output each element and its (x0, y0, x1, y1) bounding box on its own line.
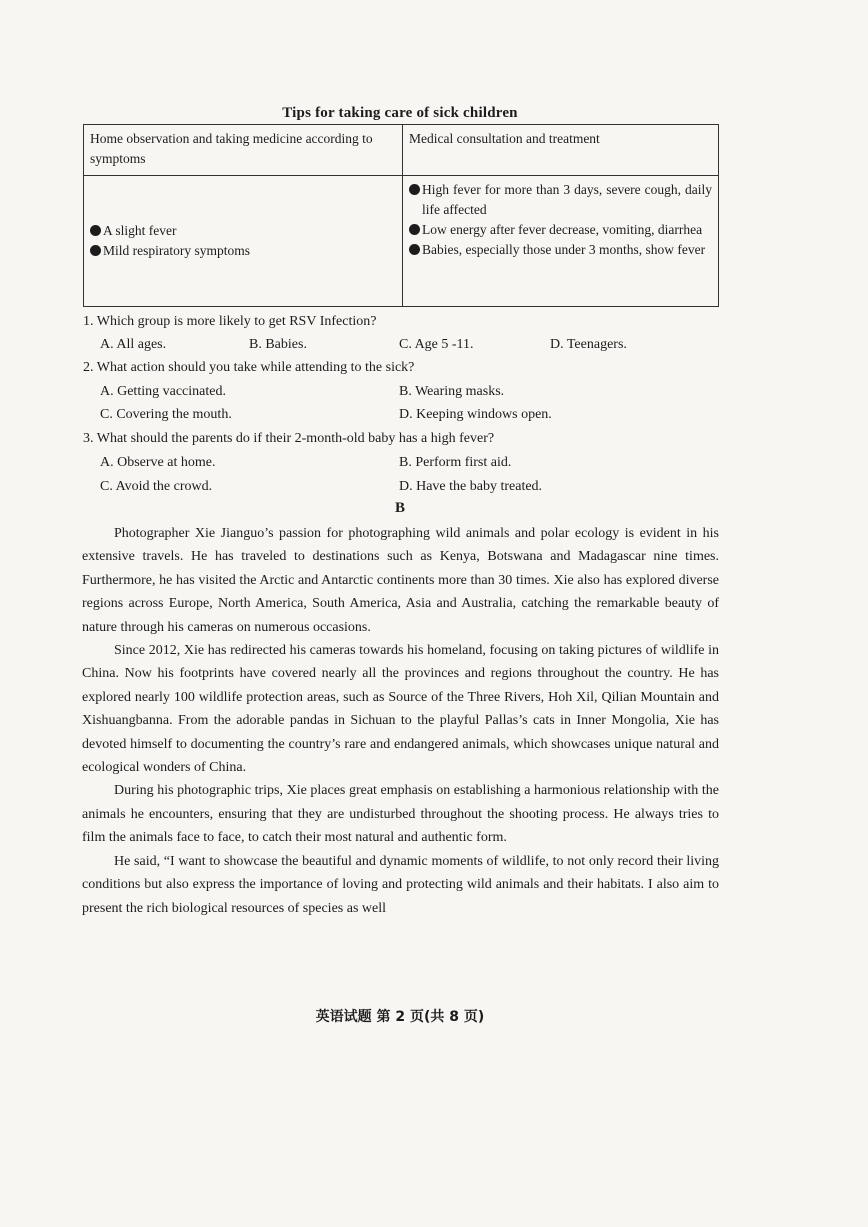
list-item: High fever for more than 3 days, severe cough, daily life affected (409, 180, 712, 220)
passage-paragraph: He said, “I want to showcase the beautiful and dynamic moments of wildlife, to not only record their living conditions but also express the importance of loving and protecting wild animals and their habitats. I also aim to present the rich biological resources of species as well (82, 853, 719, 916)
question-stem: 1. Which group is more likely to get RSV Infection? (83, 314, 377, 329)
section-heading: B (394, 500, 405, 516)
bullet-icon (90, 225, 101, 236)
passage-paragraph: Since 2012, Xie has redirected his cameras towards his homeland, focusing on taking pictures of wildlife in China. Now his footprints have covered nearly all the provinces and regions throughout the country. He has explored nearly 100 wildlife protection areas, such as Source of the Three Rivers, Hoh Xil, Qilian Mountain and Xishuangbanna. From the adorable pandas in Sichuan to the playful Pallas’s cats in Inner Mongolia, Xie has devoted himself to documenting the country’s rare and endangered animals, which showcases unique natural and ecological wonders of China. (82, 643, 719, 776)
list-item: Babies, especially those under 3 months, show fever (409, 240, 712, 260)
home-observation-list (84, 176, 403, 307)
passage-paragraph: Photographer Xie Jianguo’s passion for photographing wild animals and polar ecology is evident in his extensive travels. He has traveled to destinations such as Kenya, Botswana and Madagascar nine times. Furthermore, he has visited the Arctic and Antarctic continents more than 30 times. Xie also has explored diverse regions across Europe, North America, South America, Asia and Australia, catching the remarkable beauty of nature through his cameras on numerous occasions. (82, 526, 719, 635)
medical-consultation-list (403, 176, 719, 307)
question-stem: 3. What should the parents do if their 2-month-old baby has a high fever? (83, 431, 495, 446)
bullet-icon (409, 244, 420, 255)
option-b[interactable]: B. Wearing masks. (399, 384, 505, 399)
reading-passage (82, 522, 719, 920)
table-title: Tips for taking care of sick children (282, 105, 518, 121)
bullet-icon (90, 245, 101, 256)
option-d[interactable]: D. Teenagers. (550, 337, 627, 352)
header-medical-consultation: Medical consultation and treatment (403, 125, 719, 176)
list-item: Mild respiratory symptoms (90, 241, 396, 261)
bullet-icon (409, 184, 420, 195)
list-item: A slight fever (90, 221, 396, 241)
option-a[interactable]: A. Getting vaccinated. (100, 384, 226, 399)
passage-paragraph: During his photographic trips, Xie places great emphasis on establishing a harmonious relationship with the animals he encounters, ensuring that they are undisturbed throughout the shooting process. He always tries to film the animals face to face, to catch their most natural and authentic form. (82, 783, 719, 846)
option-b[interactable]: B. Perform first aid. (399, 455, 512, 470)
option-a[interactable]: A. All ages. (100, 337, 167, 352)
table-header-row (84, 125, 719, 176)
header-home-observation: Home observation and taking medicine according to symptoms (84, 125, 403, 176)
option-b[interactable]: B. Babies. (249, 337, 307, 352)
page-footer: 英语试题 第 2 页(共 8 页) (315, 1009, 485, 1025)
option-a[interactable]: A. Observe at home. (100, 455, 216, 470)
list-item: Low energy after fever decrease, vomiting, diarrhea (409, 220, 712, 240)
question-stem: 2. What action should you take while attending to the sick? (83, 360, 415, 375)
option-c[interactable]: C. Covering the mouth. (100, 407, 232, 422)
option-d[interactable]: D. Have the baby treated. (399, 479, 543, 494)
tips-table (83, 124, 719, 307)
option-c[interactable]: C. Age 5 -11. (399, 337, 474, 352)
table-body-row (84, 176, 719, 307)
option-d[interactable]: D. Keeping windows open. (399, 407, 552, 422)
bullet-icon (409, 224, 420, 235)
option-c[interactable]: C. Avoid the crowd. (100, 479, 213, 494)
